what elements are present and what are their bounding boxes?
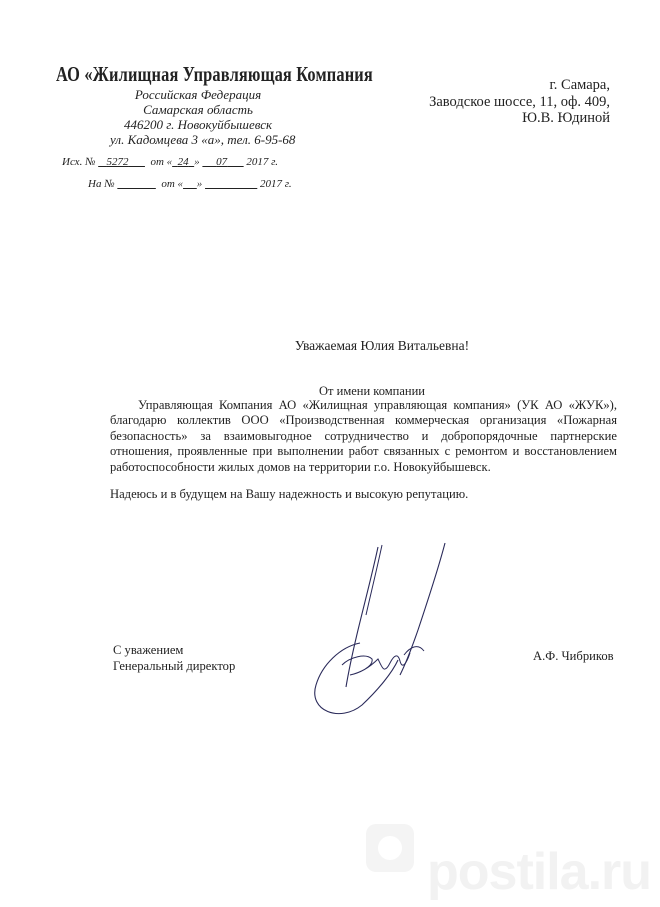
incoming-from-label: от «	[161, 178, 184, 190]
address-region: Самарская область	[143, 102, 253, 117]
watermark-logo-icon	[360, 818, 420, 878]
watermark-text: postila.ru	[427, 843, 652, 901]
outgoing-year: 2017 г.	[246, 156, 279, 168]
outgoing-day: 24	[177, 156, 189, 168]
signer-position: Генеральный директор	[113, 659, 236, 673]
closing-line: Надеюсь и в будущем на Вашу надежность и высокую репутацию.	[110, 487, 469, 501]
address-country: Российская Федерация	[134, 87, 262, 102]
outgoing-number-line: Исх. № 5272 от « 24 » 07 2017 г.	[62, 156, 279, 168]
outgoing-label: Исх. №	[62, 156, 96, 168]
address-street-phone: ул. Кадомцева 3 «а», тел. 6-95-68	[110, 132, 296, 147]
on-behalf-line: От имени компании	[319, 384, 425, 398]
outgoing-from-label: от	[150, 156, 164, 168]
incoming-number-line: На № от « » 2017 г.	[88, 178, 292, 190]
regards-text: С уважением	[113, 643, 184, 657]
recipient-street: Заводское шоссе, 11, оф. 409,	[429, 94, 610, 110]
incoming-label: На №	[88, 178, 115, 190]
incoming-year: 2017 г.	[260, 178, 292, 190]
salutation: Уважаемая Юлия Витальевна!	[294, 338, 470, 353]
outgoing-number: 5272	[106, 156, 129, 168]
recipient-name: Ю.В. Юдиной	[522, 110, 610, 126]
body-paragraph: Управляющая Компания АО «Жилищная управляющая компания» (УК АО «ЖУК»), благодарю коллектив ООО «Производственная коммерческая организация «Пожарная безопасность» за взаимовыгодное сотрудничество и добропорядочные партнерские отношения, проявленные при выполнении работ связанных с ремонтом и восстановлением работоспособности жилых домов на территории г.о. Новокуйбышевск.	[110, 398, 617, 474]
signer-name: А.Ф. Чибриков	[533, 649, 614, 663]
signature-block	[113, 642, 235, 674]
company-name: АО «Жилищная Управляющая Компания	[56, 62, 373, 86]
address-city: 446200 г. Новокуйбышевск	[123, 117, 273, 132]
handwritten-signature	[300, 535, 460, 735]
recipient-city: г. Самара,	[549, 77, 610, 93]
outgoing-month: 07	[216, 156, 228, 168]
